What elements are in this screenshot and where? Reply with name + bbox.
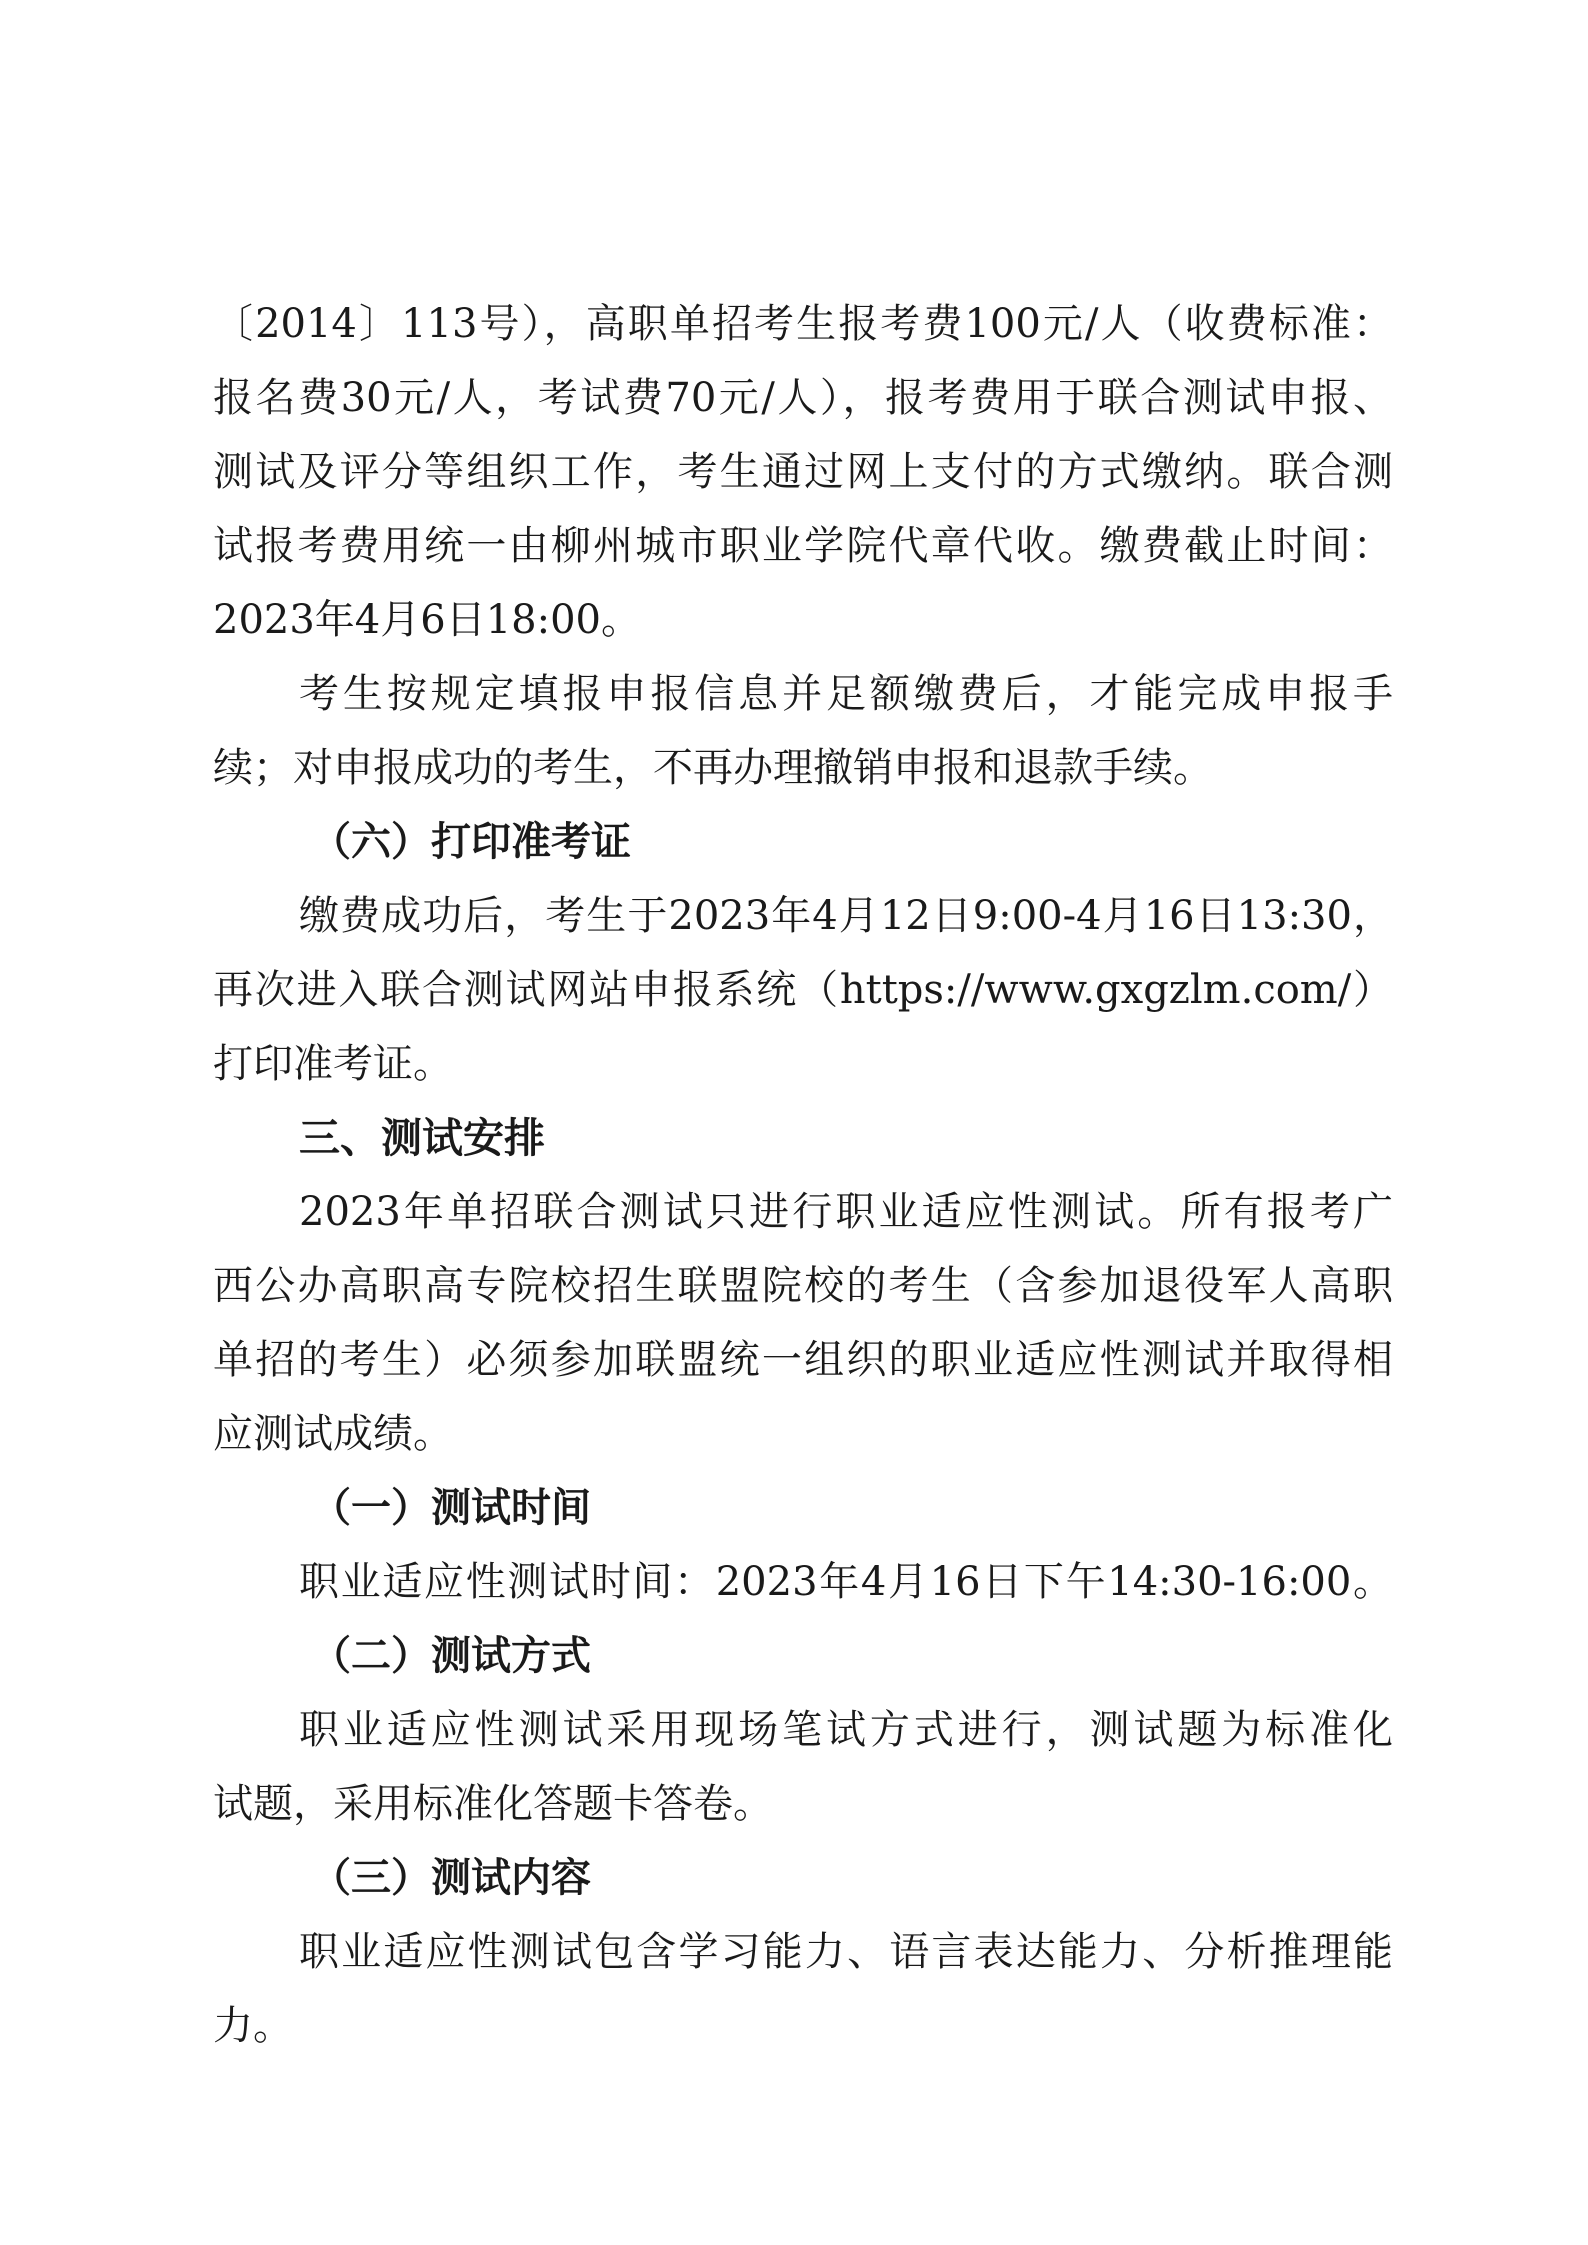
section-heading-test-content: （三）测试内容 bbox=[311, 1854, 591, 1901]
section-heading-print-admission: （六）打印准考证 bbox=[311, 818, 631, 865]
paragraph-line: 报名费30元/人，考试费70元/人），报考费用于联合测试申报、 bbox=[213, 375, 1393, 421]
paragraph-line: 职业适应性测试时间：2023年4月16日下午14:30-16:00。 bbox=[299, 1559, 1393, 1605]
paragraph-line: 缴费成功后，考生于2023年4月12日9:00-4月16日13:30， bbox=[299, 893, 1393, 939]
paragraph-line: 续；对申报成功的考生，不再办理撤销申报和退款手续。 bbox=[213, 745, 1213, 791]
section-heading-test-method: （二）测试方式 bbox=[311, 1632, 591, 1679]
paragraph-line: 2023年单招联合测试只进行职业适应性测试。所有报考广 bbox=[299, 1189, 1393, 1235]
section-heading-test-time: （一）测试时间 bbox=[311, 1484, 591, 1531]
paragraph-line: 试题，采用标准化答题卡答卷。 bbox=[213, 1781, 773, 1827]
paragraph-line: 2023年4月6日18:00。 bbox=[213, 597, 641, 643]
paragraph-line: 职业适应性测试包含学习能力、语言表达能力、分析推理能 bbox=[299, 1929, 1393, 1975]
paragraph-line: 〔2014〕113号），高职单招考生报考费100元/人（收费标准： bbox=[213, 301, 1393, 347]
paragraph-line: 考生按规定填报申报信息并足额缴费后，才能完成申报手 bbox=[299, 671, 1393, 717]
paragraph-line: 力。 bbox=[213, 2003, 293, 2049]
paragraph-line: 职业适应性测试采用现场笔试方式进行，测试题为标准化 bbox=[299, 1707, 1393, 1753]
paragraph-line: 再次进入联合测试网站申报系统（https://www.gxgzlm.com/） bbox=[213, 967, 1393, 1013]
paragraph-line: 打印准考证。 bbox=[213, 1041, 453, 1087]
paragraph-line: 应测试成绩。 bbox=[213, 1411, 453, 1457]
paragraph-line: 试报考费用统一由柳州城市职业学院代章代收。缴费截止时间： bbox=[213, 523, 1393, 569]
paragraph-line: 测试及评分等组织工作，考生通过网上支付的方式缴纳。联合测 bbox=[213, 449, 1393, 495]
paragraph-line: 单招的考生）必须参加联盟统一组织的职业适应性测试并取得相 bbox=[213, 1337, 1393, 1383]
section-heading-test-arrangement: 三、测试安排 bbox=[299, 1114, 545, 1162]
paragraph-line: 西公办高职高专院校招生联盟院校的考生（含参加退役军人高职 bbox=[213, 1263, 1393, 1309]
